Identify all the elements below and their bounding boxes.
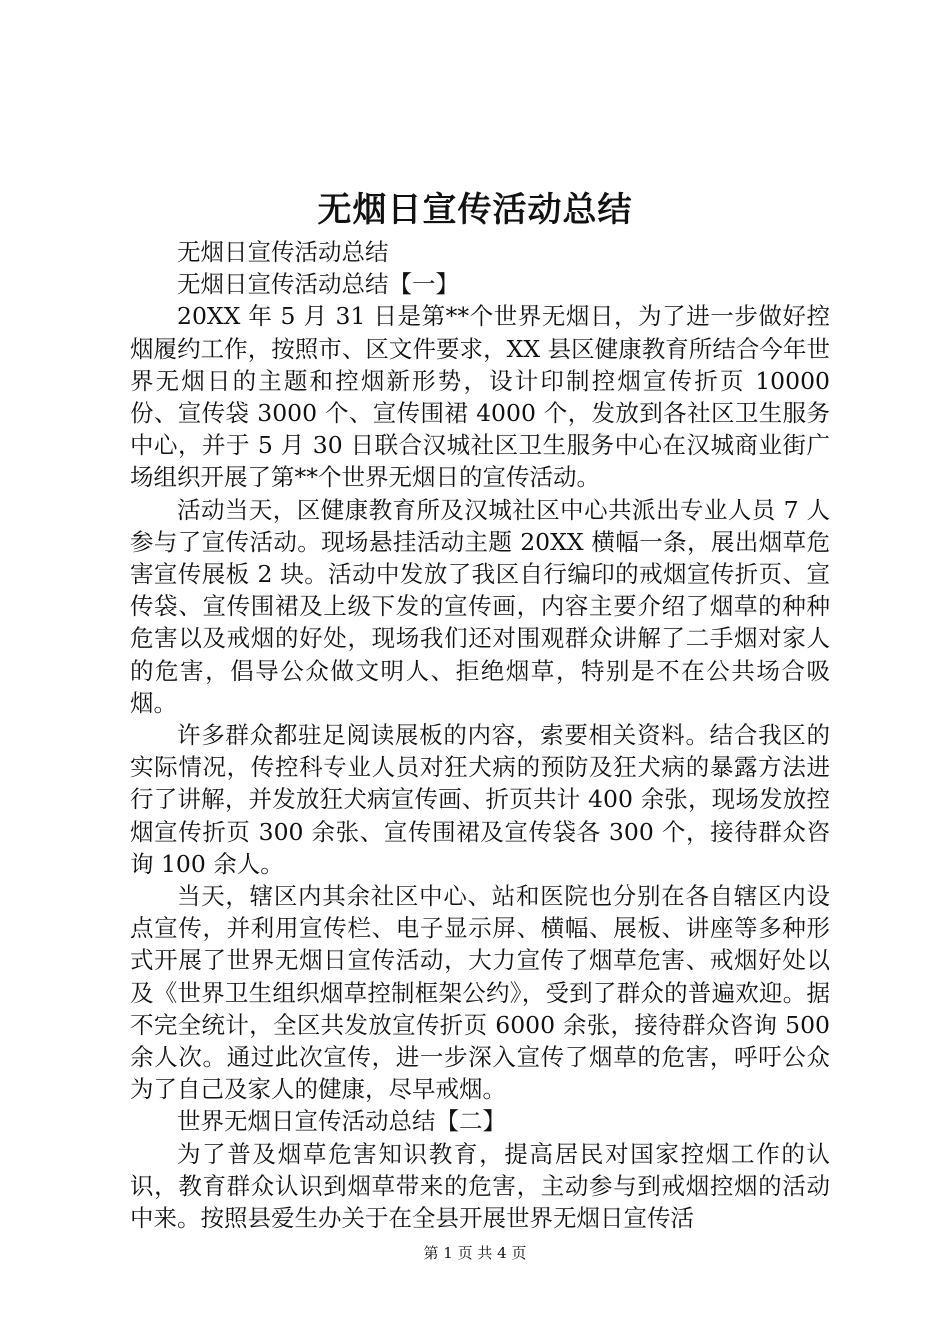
paragraph: 活动当天，区健康教育所及汉城社区中心共派出专业人员 7 人参与了宣传活动。现场悬挂活动主题 20XX 横幅一条，展出烟草危害宣传展板 2 块。活动中发放了我区自行编印的戒烟宣传折页、宣传袋、宣传围裙及上级下发的宣传画，内容主要介绍了烟草的种种危害以及戒烟的好处，现场我们还对围观群众讲解了二手烟对家人的危害，倡导公众做文明人、拒绝烟草，特别是不在公共场合吸烟。 [130, 495, 830, 717]
paragraph: 当天，辖区内其余社区中心、站和医院也分别在各自辖区内设点宣传，并利用宣传栏、电子显示屏、横幅、展板、讲座等多种形式开展了世界无烟日宣传活动，大力宣传了烟草危害、戒烟好处以及《世界卫生组织烟草控制框架公约》，受到了群众的普遍欢迎。据不完全统计，全区共发放宣传折页 6000 余张，接待群众咨询 500 余人次。通过此次宣传，进一步深入宣传了烟草的危害，呼吁公众为了自己及家人的健康，尽早戒烟。 [130, 882, 830, 1104]
paragraph: 许多群众都驻足阅读展板的内容，索要相关资料。结合我区的实际情况，传控科专业人员对狂犬病的预防及狂犬病的暴露方法进行了讲解，并发放狂犬病宣传画、折页共计 400 余张，现场发放控烟宣传折页 300 余张、宣传围裙及宣传袋各 300 个，接待群众咨询 100 余人。 [130, 721, 830, 878]
paragraph: 为了普及烟草危害知识教育，提高居民对国家控烟工作的认识，教育群众认识到烟草带来的危害，主动参与到戒烟控烟的活动中来。按照县爱生办关于在全县开展世界无烟日宣传活 [130, 1139, 830, 1233]
paragraph: 20XX 年 5 月 31 日是第**个世界无烟日，为了进一步做好控烟履约工作，按照市、区文件要求，XX 县区健康教育所结合今年世界无烟日的主题和控烟新形势，设计印制控烟宣传折页 10000 份、宣传袋 3000 个、宣传围裙 4000 个，发放到各社区卫生服务中心，并于 5 月 30 日联合汉城社区卫生服务中心在汉城商业街广场组织开展了第**个世界无烟日的宣传活动。 [130, 302, 830, 492]
section-heading-one: 无烟日宣传活动总结【一】 [177, 270, 459, 299]
paragraph-subtitle: 无烟日宣传活动总结 [177, 238, 389, 266]
document-title: 无烟日宣传活动总结 [317, 190, 633, 230]
section-heading-two: 世界无烟日宣传活动总结【二】 [177, 1107, 506, 1136]
page-footer: 第 1 页 共 4 页 [423, 1244, 527, 1262]
document-body [130, 236, 830, 1234]
